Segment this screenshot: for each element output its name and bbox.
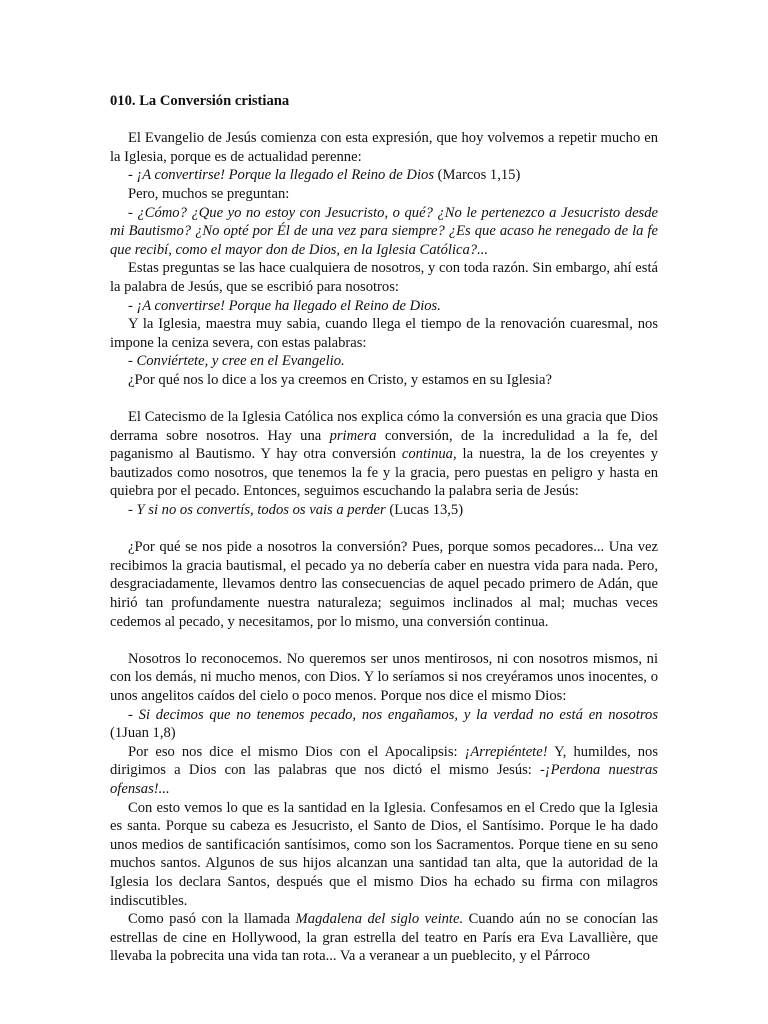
text-run: Por eso nos dice el mismo Dios con el Apocalipsis:: [128, 743, 465, 760]
quote-text: - Y si no os convertís, todos os vais a perder: [128, 502, 386, 519]
paragraph: Estas preguntas se las hace cualquiera de nosotros, y con toda razón. Sin embargo, ahí está la palabra de Jesús, que se escribió para nosotros:: [110, 260, 658, 295]
text-run: El Catecismo de la Iglesia Católica nos explica cómo la conversión es una gracia que Dios derrama sobre nosotros. Hay una: [110, 409, 658, 444]
paragraph: El Evangelio de Jesús comienza con esta expresión, que hoy volvemos a repetir mucho en la Iglesia, porque es de actualidad perenne:: [110, 130, 658, 165]
paragraph: [110, 743, 658, 799]
paragraph: [110, 408, 658, 501]
emphasis: continua,: [401, 446, 457, 463]
quote-reference: (1Juan 1,8): [110, 725, 176, 742]
quote-text: - ¿Cómo? ¿Que yo no estoy con Jesucristo, o qué? ¿No le pertenezco a Jesucristo desde mi Bautismo? ¿No opté por Él de una vez para siempre? ¿Es que acaso he renegado de la fe que recibí, como el mayor don de Dios, en la Iglesia Católica?...: [110, 204, 658, 258]
quote-reference: (Marcos 1,15): [434, 167, 521, 184]
paragraph: Con esto vemos lo que es la santidad en la Iglesia. Confesamos en el Credo que la Iglesia es santa. Porque su cabeza es Jesucristo, el Santo de Dios, el Santísimo. Porque le ha dado unos medios de santificación santísimos, como son los Sacramentos. Porque tiene en su seno muchos santos. Algunos de sus hijos alcanzan una santidad tan alta, que la autoridad de la Iglesia los declara Santos, después que el mismo Dios ha echado su firma con milagros indiscutibles.: [110, 799, 658, 909]
quote-line: [110, 352, 658, 371]
paragraph: Pero, muchos se preguntan:: [128, 185, 290, 202]
quote-text: - Conviértete, y cree en el Evangelio.: [128, 353, 345, 370]
paragraph-gap: [110, 520, 658, 539]
paragraph: ¿Por qué se nos pide a nosotros la conversión? Pues, porque somos pecadores... Una vez recibimos la gracia bautismal, el pecado ya no debería caber en nuestra vida para nada. Pero, desgraciadamente, llevamos dentro las consecuencias de aquel pecado primero de Adán, que hirió tan profundamente nuestra naturaleza; seguimos inclinados al mal; muchas veces cedemos al pecado, y necesitamos, por lo mismo, una conversión continua.: [110, 539, 658, 630]
paragraph: Y la Iglesia, maestra muy sabia, cuando llega el tiempo de la renovación cuaresmal, nos impone la ceniza severa, con estas palabras:: [110, 316, 658, 351]
emphasis: ¡Arrepiéntete!: [464, 743, 548, 760]
paragraph-gap: [110, 631, 658, 650]
quote-line: [110, 706, 658, 743]
paragraph-gap: [110, 390, 658, 409]
paragraph: [110, 910, 658, 966]
quote-line: [110, 204, 658, 260]
text-run: Como pasó con la llamada: [128, 911, 296, 928]
paragraph: ¿Por qué nos lo dice a los ya creemos en Cristo, y estamos en su Iglesia?: [128, 371, 552, 388]
quote-text: Si decimos que no tenemos pecado, nos engañamos, y la verdad no está en nosotros: [138, 706, 658, 723]
emphasis: primera: [329, 427, 377, 444]
text-run: la nuestra, la de los creyentes y bautizados como nosotros, que tenemos la fe y la gracia, pero puestas en peligro y hasta en quiebra por el pecado. Entonces, seguimos escuchando la palabra seria de Jesús:: [110, 446, 658, 500]
quote-text: - ¡A convertirse! Porque ha llegado el Reino de Dios.: [128, 297, 441, 314]
emphasis: Magdalena del siglo veinte.: [295, 911, 464, 928]
emphasis: ¡Perdona nuestras ofensas!...: [110, 762, 658, 797]
text-run: Cuando aún no se conocían las estrellas de cine en Hollywood, la gran estrella del teatro en París era Eva Lavallière, que llevaba la pobrecita una vida tan rota... Va a veranear a un pueblecito, y el Párroco: [110, 911, 658, 965]
quote-line: [110, 166, 658, 185]
quote-line: [110, 297, 658, 316]
text-run: Y, humildes, nos dirigimos a Dios con las palabras que nos dictó el mismo Jesús: -: [110, 743, 659, 779]
paragraph: Nosotros lo reconocemos. No queremos ser unos mentirosos, ni con nosotros mismos, ni con los demás, ni mucho menos, con Dios. Y lo seríamos si nos creyéramos unos inocentes, o unos angelitos caídos del cielo o poco menos. Porque nos dice el mismo Dios:: [110, 650, 658, 704]
quote-text: - ¡A convertirse! Porque la llegado el Reino de Dios: [128, 167, 434, 184]
text-run: conversión, de la incredulidad a la fe, del paganismo al Bautismo. Y hay otra conversión: [110, 427, 658, 463]
quote-dash: -: [128, 706, 139, 723]
quote-line: [110, 501, 658, 520]
quote-reference: (Lucas 13,5): [385, 502, 464, 519]
document-title: 010. La Conversión cristiana: [110, 93, 290, 109]
